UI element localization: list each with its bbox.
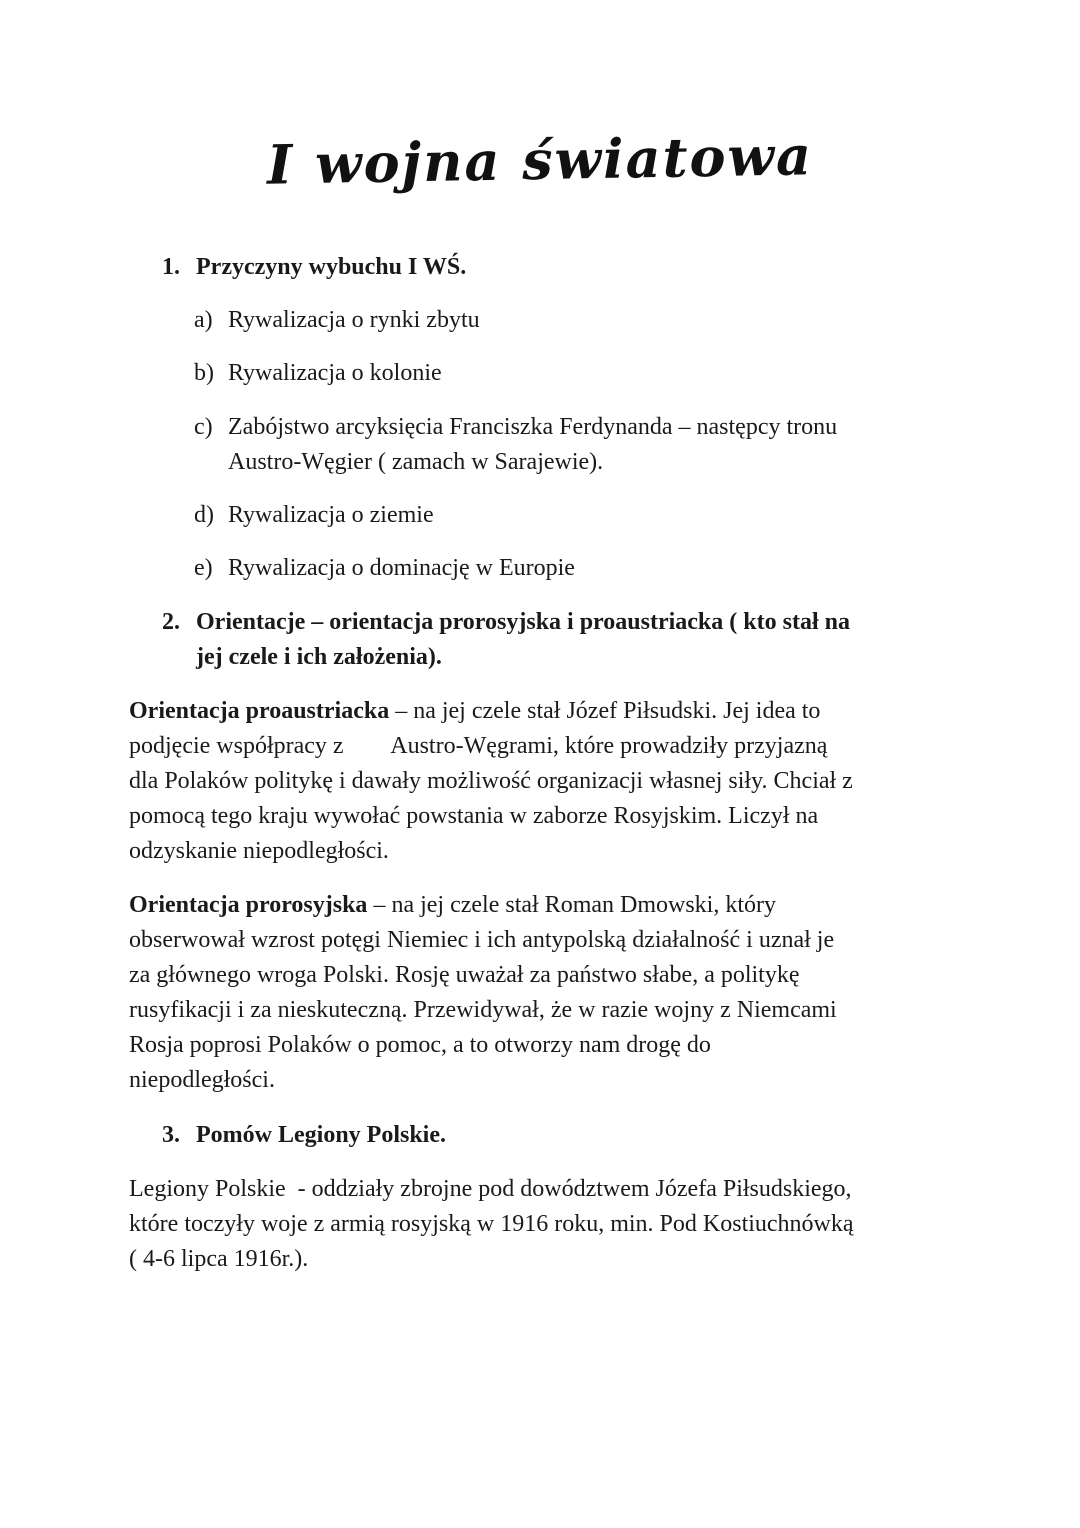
paragraph-line: odzyskanie niepodległości. [129,838,389,864]
section-2-number: 2. [162,609,180,635]
paragraph-line: które toczyły woje z armią rosyjską w 1916 roku, min. Pod Kostiuchnówką [129,1211,854,1237]
list-item-text: Rywalizacja o kolonie [228,360,442,386]
list-item [194,356,974,391]
section-3-heading-text: Pomów Legiony Polskie. [196,1122,446,1148]
list-item-text: Rywalizacja o dominację w Europie [228,555,575,581]
list-item-mark: e) [194,555,213,581]
paragraph-line [129,694,959,729]
paragraph-line: dla Polaków politykę i dawały możliwość organizacji własnej siły. Chciał z [129,768,853,794]
list-item [194,410,974,480]
section-1-heading [162,250,962,285]
paragraph-term: Orientacja proaustriacka [129,698,390,724]
page-title: I wojna światowa [266,123,814,197]
paragraph-line: rusyfikacji i za nieskuteczną. Przewidywał, że w razie wojny z Niemcami [129,997,837,1023]
paragraph-prorosyjska [129,888,959,1098]
paragraph-line: niepodległości. [129,1067,275,1093]
paragraph-line: Rosja poprosi Polaków o pomoc, a to otworzy nam drogę do [129,1032,711,1058]
list-item-mark: a) [194,307,213,333]
paragraph-proaustriacka [129,694,959,869]
paragraph-line: podjęcie współpracy z Austro-Węgrami, które prowadziły przyjazną [129,733,828,759]
section-2-heading-line-1: Orientacje – orientacja prorosyjska i proaustriacka ( kto stał na [196,609,850,635]
list-item-text-line-2: Austro-Węgier ( zamach w Sarajewie). [228,449,604,475]
paragraph-line: obserwował wzrost potęgi Niemiec i ich antypolską działalność i uznał je [129,927,835,953]
section-3-heading [162,1118,962,1153]
list-item-text-line-1: Zabójstwo arcyksięcia Franciszka Ferdynanda – następcy tronu [228,414,838,440]
section-2-heading [162,605,962,675]
list-item-text: Rywalizacja o ziemie [228,502,434,528]
paragraph-line [129,888,959,923]
section-1-heading-text: Przyczyny wybuchu I WŚ. [196,254,467,280]
section-2-heading-line-2: jej czele i ich założenia). [196,644,442,670]
list-item-mark: b) [194,360,214,386]
paragraph-legiony [129,1172,959,1277]
list-item [194,551,974,586]
list-item [194,498,974,533]
paragraph-line-rest: – na jej czele stał Roman Dmowski, który [367,892,777,918]
paragraph-term: Orientacja prorosyjska [129,892,368,918]
list-item [194,303,974,338]
list-item-text: Rywalizacja o rynki zbytu [228,307,480,333]
section-1-number: 1. [162,254,180,280]
paragraph-line: pomocą tego kraju wywołać powstania w zaborze Rosyjskim. Liczył na [129,803,819,829]
section-3-number: 3. [162,1122,180,1148]
list-item-mark: d) [194,502,214,528]
paragraph-line: Legiony Polskie - oddziały zbrojne pod dowództwem Józefa Piłsudskiego, [129,1176,852,1202]
paragraph-line-rest: – na jej czele stał Józef Piłsudski. Jej idea to [389,698,821,724]
paragraph-line: ( 4-6 lipca 1916r.). [129,1246,309,1272]
paragraph-line: za głównego wroga Polski. Rosję uważał za państwo słabe, a politykę [129,962,800,988]
list-item-mark: c) [194,414,213,440]
